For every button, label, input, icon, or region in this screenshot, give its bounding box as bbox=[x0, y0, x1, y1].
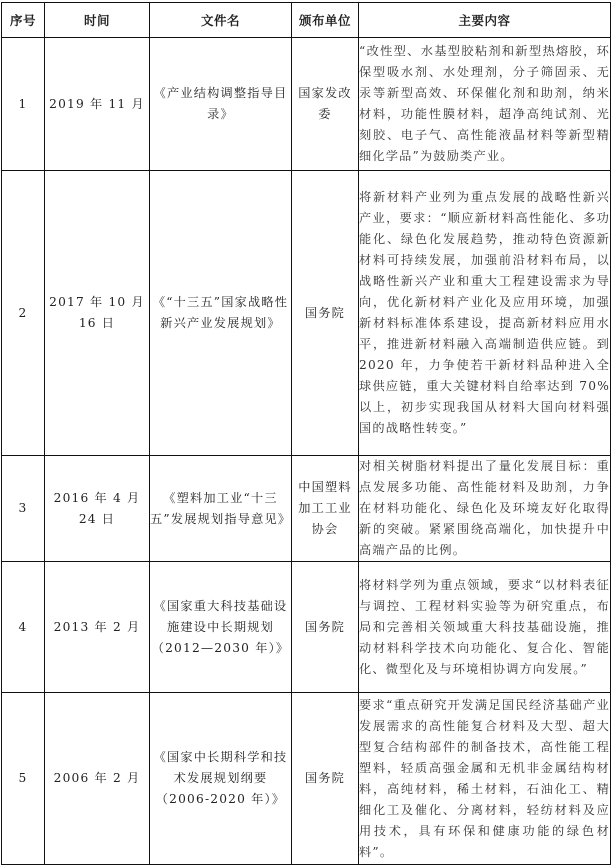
cell-document-name: 《产业结构调整指导目录》 bbox=[150, 38, 292, 171]
cell-content: 将材料学列为重点领域，要求“以材料表征与调控、工程材料实验等为研究重点，布局和完善相关领域重大科技基础设施，推动材料科学技术向功能化、复合化、智能化、微型化及与环境相协调方向发展。” bbox=[359, 562, 611, 693]
policy-table bbox=[1, 2, 611, 865]
cell-issuer: 中国塑料加工工业协会 bbox=[292, 456, 359, 562]
header-issuer: 颁布单位 bbox=[292, 3, 359, 38]
cell-seq: 4 bbox=[2, 562, 45, 693]
cell-issuer: 国家发改委 bbox=[292, 38, 359, 171]
cell-issuer: 国务院 bbox=[292, 171, 359, 456]
cell-issuer: 国务院 bbox=[292, 693, 359, 865]
cell-time: 2006 年 2 月 bbox=[45, 693, 150, 865]
header-name: 文件名 bbox=[150, 3, 292, 38]
table-row bbox=[2, 38, 611, 171]
cell-seq: 3 bbox=[2, 456, 45, 562]
cell-document-name: 《“十三五”国家战略性新兴产业发展规划》 bbox=[150, 171, 292, 456]
cell-time: 2016 年 4 月 24 日 bbox=[45, 456, 150, 562]
table-row bbox=[2, 456, 611, 562]
cell-document-name: 《国家中长期科学和技术发展规划纲要（2006-2020 年）》 bbox=[150, 693, 292, 865]
cell-time: 2019 年 11 月 bbox=[45, 38, 150, 171]
cell-content: 要求“重点研究开发满足国民经济基础产业发展需求的高性能复合材料及大型、超大型复合结构部件的制备技术，高性能工程塑料，轻质高强金属和无机非金属结构材料，高纯材料，稀土材料，石油化工、精细化工及催化、分离材料，轻纺材料及应用技术，具有环保和健康功能的绿色材料”。 bbox=[359, 693, 611, 865]
cell-time: 2017 年 10 月 16 日 bbox=[45, 171, 150, 456]
header-seq: 序号 bbox=[2, 3, 45, 38]
cell-time: 2013 年 2 月 bbox=[45, 562, 150, 693]
cell-document-name: 《国家重大科技基础设施建设中长期规划（2012—2030 年）》 bbox=[150, 562, 292, 693]
cell-content: 对相关树脂材料提出了量化发展目标：重点发展多功能、高性能材料及助剂，力争在材料功能化、绿色化及环境友好化取得新的突破。紧紧围绕高端化，加快提升中高端产品的比例。 bbox=[359, 456, 611, 562]
table-header-row bbox=[2, 3, 611, 38]
header-content: 主要内容 bbox=[359, 3, 611, 38]
cell-seq: 2 bbox=[2, 171, 45, 456]
cell-issuer: 国务院 bbox=[292, 562, 359, 693]
cell-seq: 5 bbox=[2, 693, 45, 865]
cell-content: “改性型、水基型胶粘剂和新型热熔胶，环保型吸水剂、水处理剂，分子筛固汞、无汞等新型高效、环保催化剂和助剂，纳米材料，功能性膜材料，超净高纯试剂、光刻胶、电子气、高性能液晶材料等新型精细化学品”为鼓励类产业。 bbox=[359, 38, 611, 171]
cell-document-name: 《塑料加工业“十三五”发展规划指导意见》 bbox=[150, 456, 292, 562]
table-row bbox=[2, 562, 611, 693]
table-row bbox=[2, 693, 611, 865]
header-time: 时间 bbox=[45, 3, 150, 38]
cell-content: 将新材料产业列为重点发展的战略性新兴产业，要求：“顺应新材料高性能化、多功能化、绿色化发展趋势，推动特色资源新材料可持续发展，加强前沿材料布局，以战略性新兴产业和重大工程建设需求为导向，优化新材料产业化及应用环境，加强新材料标准体系建设，提高新材料应用水平，推进新材料融入高端制造供应链。到 2020 年，力争使若干新材料品种进入全球供应链，重大关键材料自给率达到 70%以上，初步实现我国从材料大国向材料强国的战略性转变。” bbox=[359, 171, 611, 456]
table-row bbox=[2, 171, 611, 456]
cell-seq: 1 bbox=[2, 38, 45, 171]
